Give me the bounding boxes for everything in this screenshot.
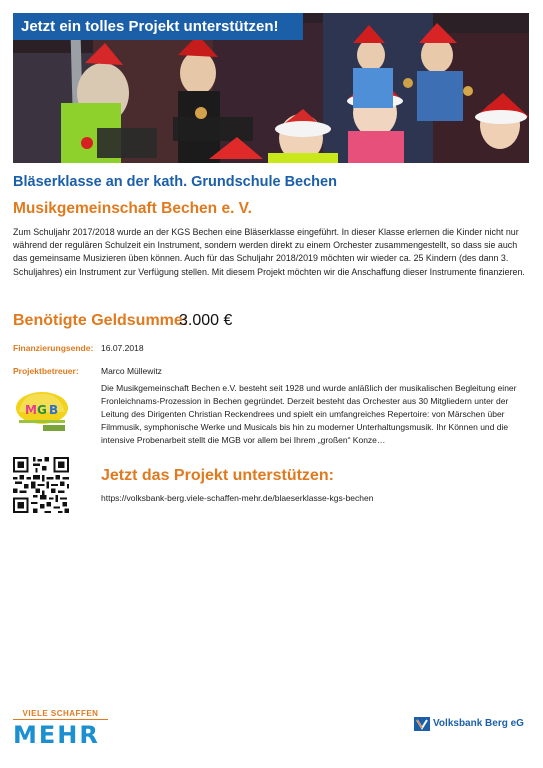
organization-description: Die Musikgemeinschaft Bechen e.V. besteht seit 1928 und wurde anläßlich der musikalischen Begleitung einer Fronleichnams-Prozession in Bechen gegründet. Derzeit besteht das Orchester aus 30 Mitgliedern unter der Leitung des Dirigenten Christian Reckendrees und spielt ein umfangreiches Repertoire: von Märschen über Filmmusik, symphonische Werke und Musicals bis hin zu moderner Unterhaltungsmusik. Ihr Können und die intensive Probenarbeit stellt die MGB vor allem bei Ihrem „großen“ Konze… — [101, 383, 517, 445]
mgb-logo — [13, 386, 71, 434]
hero-photo — [13, 13, 529, 163]
qr-code-icon[interactable] — [13, 457, 69, 513]
bank-name: Volksbank Berg eG — [433, 718, 524, 729]
funding-end-date: 16.07.2018 — [101, 343, 144, 353]
funding-end-label: Finanzierungsende: — [13, 343, 94, 353]
support-heading: Jetzt das Projekt unterstützen: — [101, 467, 334, 484]
organization-name: Musikgemeinschaft Bechen e. V. — [13, 200, 252, 217]
project-lead-label: Projektbetreuer: — [13, 366, 79, 376]
svg-text:B: B — [49, 403, 59, 417]
viele-schaffen-label: VIELE SCHAFFEN — [13, 708, 108, 720]
funding-label: Benötigte Geldsumme: — [13, 312, 189, 329]
svg-text:M: M — [25, 403, 37, 417]
mehr-logo-text: MEHR — [13, 721, 100, 749]
project-title: Bläserklasse an der kath. Grundschule Bechen — [13, 174, 337, 190]
banner-headline: Jetzt ein tolles Projekt unterstützen! — [13, 13, 303, 40]
svg-text:G: G — [37, 403, 47, 417]
funding-amount: 3.000 € — [179, 312, 233, 329]
volksbank-logo-icon — [414, 717, 430, 731]
project-lead-name: Marco Müllewitz — [101, 366, 162, 376]
project-description: Zum Schuljahr 2017/2018 wurde an der KGS Bechen eine Bläserklasse eingeführt. In dieser Klasse erlernen die Kinder nicht nur während der regulären Schulzeit ein Instrument, sondern werden direkt zu einem Orchester zusammengestellt, so dass sie auch das gemeinsame Musizieren üben können. Auch für das Schuljahr 2018/2019 möchten wir wieder ca. 25 Kindern (des dann 3. Schuljahres) ein Instrument zur Verfügung stellen. Mit diesem Projekt möchten wir die Anschaffung dieser Instrumente finanzieren. — [13, 227, 525, 277]
project-url-link[interactable]: https://volksbank-berg.viele-schaffen-mehr.de/blaeserklasse-kgs-bechen — [101, 493, 374, 503]
